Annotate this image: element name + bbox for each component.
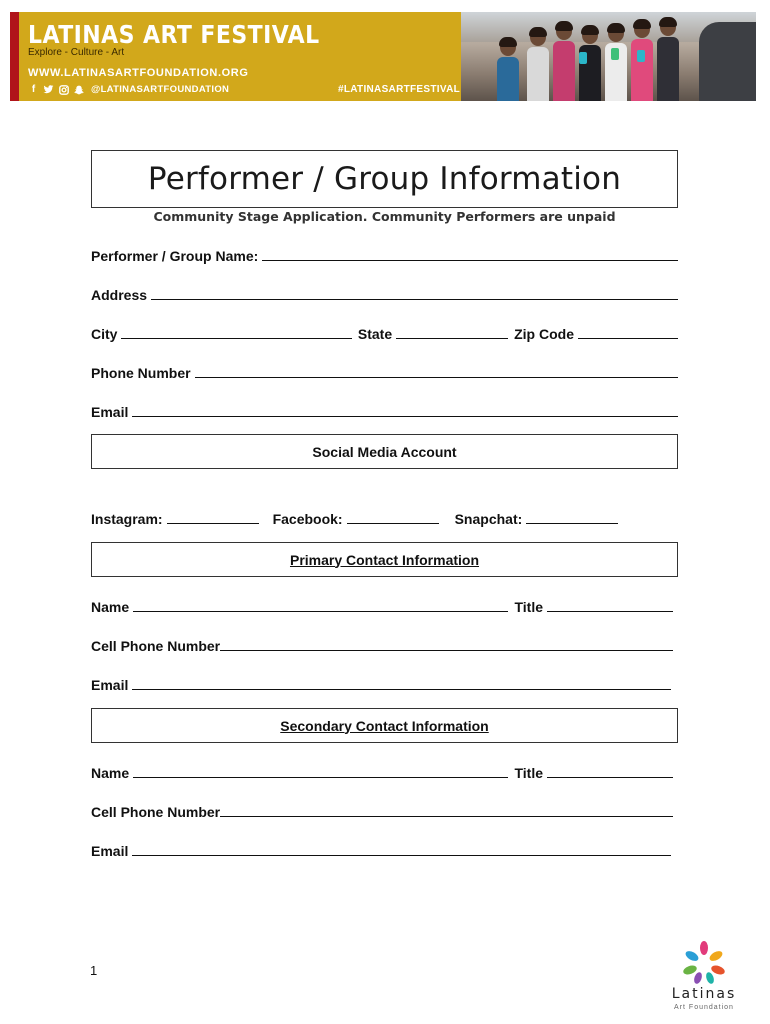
banner-accent-bar (10, 12, 19, 101)
social-handle: @LATINASARTFOUNDATION (91, 84, 230, 95)
secondary-name-title-row (91, 763, 673, 781)
performer-name-field (91, 246, 678, 264)
photo-child (553, 23, 575, 101)
page-number: 1 (90, 963, 98, 978)
primary-name-title-row (91, 597, 673, 615)
zip-input[interactable] (578, 338, 678, 339)
primary-cell-input[interactable] (220, 650, 673, 651)
instagram-icon[interactable] (58, 84, 69, 95)
primary-email-label: Email (91, 677, 129, 693)
secondary-name-input[interactable] (133, 777, 508, 778)
children-photo (461, 12, 756, 101)
photo-child (579, 27, 601, 101)
website-link[interactable]: WWW.LATINASARTFOUNDATION.ORG (28, 67, 249, 79)
secondary-name-label: Name (91, 765, 130, 781)
facebook-icon[interactable]: f (31, 83, 36, 95)
secondary-email-input[interactable] (132, 855, 671, 856)
performer-name-label: Performer / Group Name: (91, 248, 259, 264)
address-label: Address (91, 287, 148, 303)
secondary-email-label: Email (91, 843, 129, 859)
photo-child (605, 25, 627, 101)
city-label: City (91, 326, 118, 342)
primary-title-input[interactable] (547, 611, 673, 612)
primary-name-input[interactable] (133, 611, 508, 612)
form-subtitle: Community Stage Application. Community Performers are unpaid (153, 209, 616, 224)
primary-contact-heading: Primary Contact Information (289, 551, 480, 568)
snapchat-icon[interactable] (73, 84, 84, 95)
social-accounts-row (91, 509, 631, 527)
phone-input[interactable] (195, 377, 678, 378)
primary-name-label: Name (91, 599, 130, 615)
state-label: State (357, 326, 393, 342)
email-input[interactable] (132, 416, 678, 417)
header-banner (10, 12, 756, 101)
photo-cup (611, 48, 619, 60)
festival-hashtag: #LATINASARTFESTIVAL (338, 84, 460, 95)
address-field (91, 285, 678, 303)
primary-cell-field (91, 636, 673, 654)
twitter-icon[interactable] (43, 84, 54, 95)
instagram-label: Instagram: (91, 511, 163, 527)
photo-cup (579, 52, 587, 64)
facebook-input[interactable] (347, 523, 439, 524)
secondary-cell-input[interactable] (220, 816, 673, 817)
primary-cell-label: Cell Phone Number (91, 638, 221, 654)
phone-field (91, 363, 678, 381)
secondary-email-field (91, 841, 671, 859)
email-field (91, 402, 678, 420)
primary-contact-heading-box (91, 542, 678, 577)
social-media-heading-box (91, 434, 678, 469)
photo-cup (637, 50, 645, 62)
city-state-zip-row (91, 324, 678, 342)
flower-logo-icon (668, 940, 740, 986)
performer-name-input[interactable] (262, 260, 678, 261)
snapchat-input[interactable] (526, 523, 618, 524)
secondary-contact-heading: Secondary Contact Information (280, 717, 489, 734)
photo-child (657, 19, 679, 101)
primary-title-label: Title (514, 599, 543, 615)
festival-tagline: Explore - Culture - Art (28, 47, 125, 58)
social-media-heading: Social Media Account (312, 443, 457, 460)
logo-wordmark: Latinas (671, 986, 737, 1002)
secondary-title-input[interactable] (547, 777, 673, 778)
email-label: Email (91, 404, 129, 420)
primary-email-field (91, 675, 671, 693)
photo-child (497, 39, 519, 101)
snapchat-label: Snapchat: (454, 511, 523, 527)
secondary-title-label: Title (514, 765, 543, 781)
instagram-input[interactable] (167, 523, 259, 524)
phone-label: Phone Number (91, 365, 191, 381)
secondary-cell-label: Cell Phone Number (91, 804, 221, 820)
city-input[interactable] (121, 338, 351, 339)
latinas-logo (668, 940, 740, 1015)
primary-email-input[interactable] (132, 689, 671, 690)
photo-child (527, 29, 549, 101)
state-input[interactable] (396, 338, 508, 339)
festival-title: LATINAS ART FESTIVAL (28, 20, 320, 49)
secondary-contact-heading-box (91, 708, 678, 743)
logo-subtext: Art Foundation (674, 1004, 734, 1011)
address-input[interactable] (151, 299, 678, 300)
social-links (28, 84, 229, 95)
facebook-label: Facebook: (272, 511, 343, 527)
form-title-box (91, 150, 678, 208)
page-title: Performer / Group Information (147, 161, 622, 197)
zip-label: Zip Code (514, 326, 574, 342)
photo-adult-figure (699, 22, 756, 101)
secondary-cell-field (91, 802, 673, 820)
